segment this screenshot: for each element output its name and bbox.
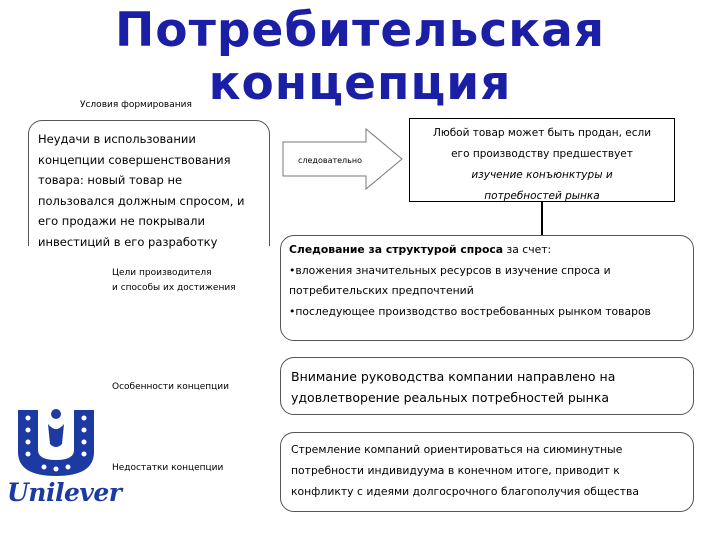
goals-box: [280, 235, 694, 341]
bullet-icon: •: [289, 304, 296, 318]
logo-text: Unilever: [7, 478, 122, 507]
conditions-line: товара: новый товар не: [38, 173, 183, 187]
goals-heading: [289, 240, 685, 261]
bullet-icon: •: [289, 263, 296, 277]
goals-bullet-1: [289, 261, 685, 282]
connector-line: [541, 202, 543, 235]
features-line: удовлетворение реальных потребностей рынка: [291, 390, 610, 405]
drawbacks-line: конфликту с идеями долгосрочного благополучия общества: [291, 485, 639, 498]
conclusion-line: его производству предшествует: [451, 148, 633, 160]
conditions-line: инвестиций в его разработку: [38, 234, 218, 249]
label-goals: [112, 266, 236, 296]
goals-heading-bold: Следование за структурой спроса: [289, 243, 504, 256]
label-drawbacks: Недостатки концепции: [112, 463, 224, 473]
page-title: [0, 4, 720, 110]
conditions-line: его продажи не покрывали: [38, 214, 205, 228]
conditions-box: [28, 120, 270, 249]
consequence-arrow: [282, 128, 404, 190]
conclusion-line: изучение конъюнктуры и: [471, 169, 613, 181]
drawbacks-box: [280, 432, 694, 512]
goals-bullet-1-cont: потребительских предпочтений: [289, 284, 474, 297]
goals-bullet-1-text: вложения значительных ресурсов в изучение спроса и: [295, 263, 611, 277]
goals-bullet-2-text: последующее производство востребованных рынком товаров: [295, 304, 651, 318]
goals-heading-rest: за счет:: [503, 243, 552, 256]
title-line-2: концепция: [208, 56, 512, 111]
drawbacks-line: Стремление компаний ориентироваться на сиюминутные: [291, 443, 623, 456]
goals-bullet-2: [289, 302, 685, 323]
label-features: Особенности концепции: [112, 382, 229, 392]
conclusion-line: потребностей рынка: [484, 190, 600, 202]
label-goals-line2: и способы их достижения: [112, 283, 236, 293]
features-line: Внимание руководства компании направлено на: [291, 369, 616, 384]
conditions-line: концепции совершенствования: [38, 152, 231, 167]
title-line-1: Потребительская: [114, 3, 606, 58]
conclusion-line: Любой товар может быть продан, если: [432, 127, 652, 139]
label-conditions: Условия формирования: [80, 100, 192, 110]
drawbacks-line: потребности индивидуума в конечном итоге, приводит к: [291, 464, 620, 477]
conditions-line: пользовался должным спросом, и: [38, 193, 245, 208]
label-goals-line1: Цели производителя: [112, 268, 212, 278]
features-box: [280, 357, 694, 415]
conditions-line: Неудачи в использовании: [38, 132, 196, 146]
arrow-label: следовательно: [298, 156, 363, 165]
conclusion-box: [409, 118, 675, 202]
